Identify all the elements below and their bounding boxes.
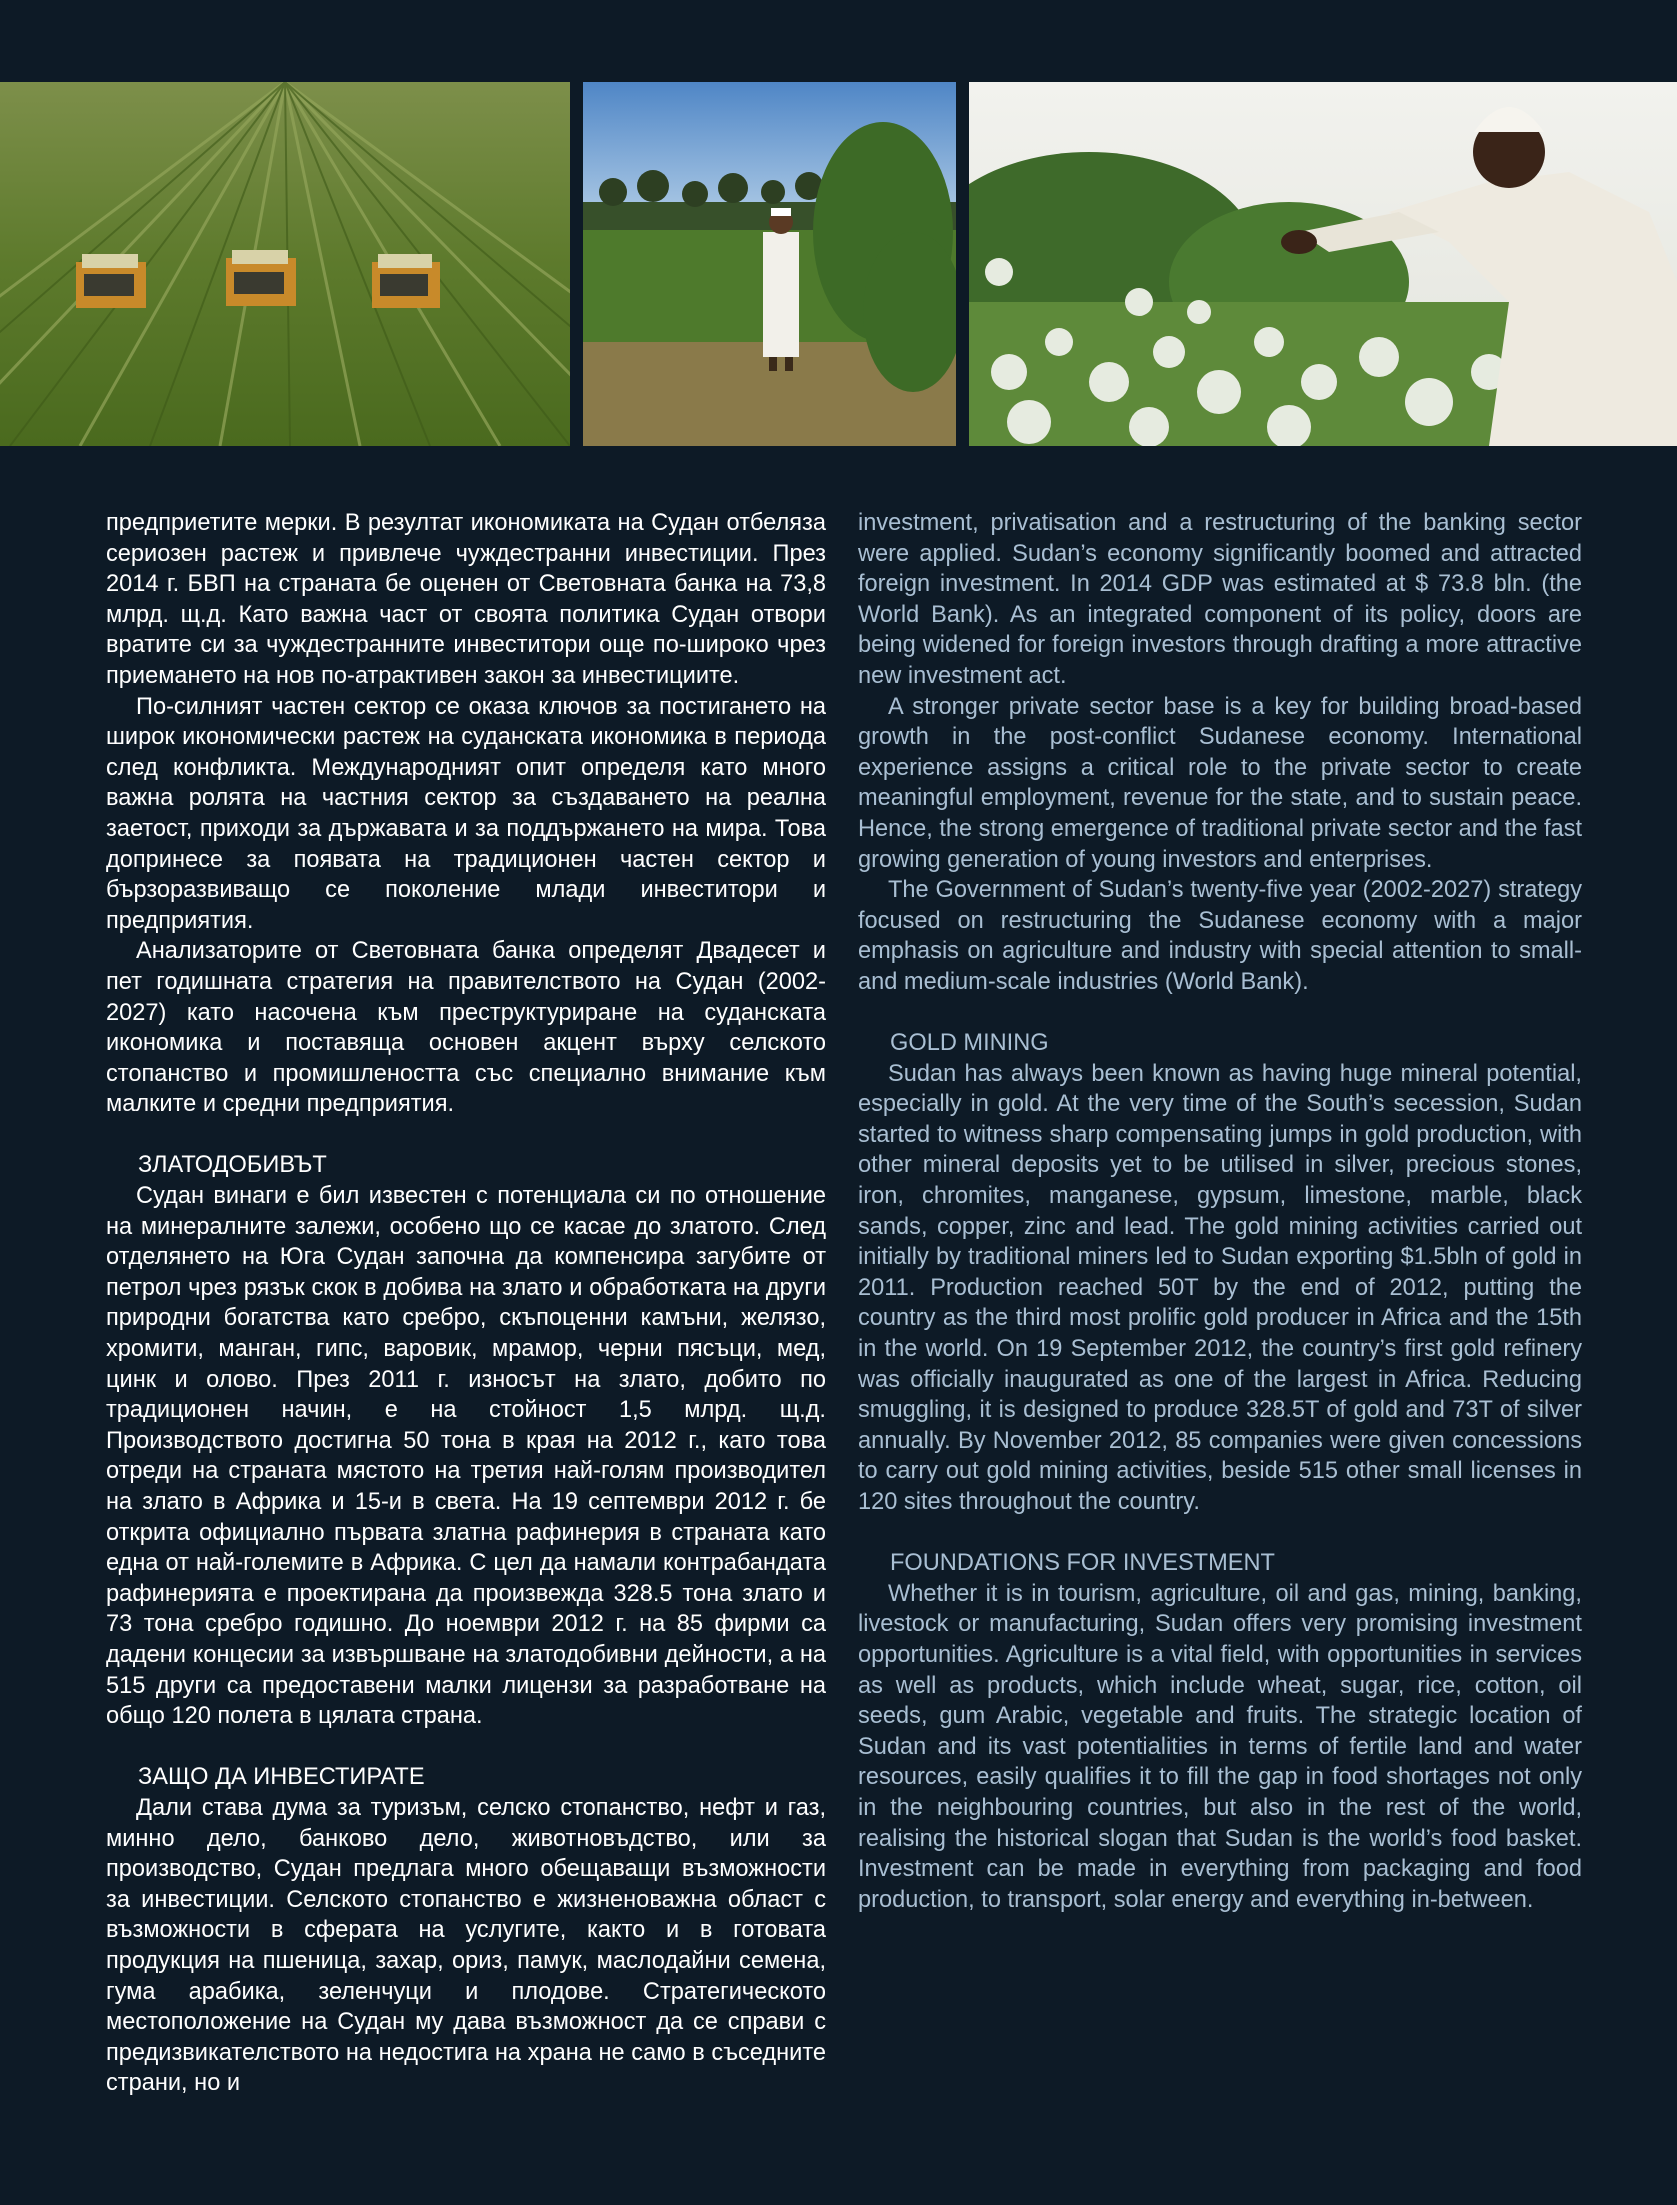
section-heading-gold: ЗЛАТОДОБИВЪТ (138, 1152, 327, 1179)
paragraph: Дали става дума за туризъм, селско стопанство, нефт и газ, минно дело, банково дело, животновъдство, или за производство, Судан предлага много обещаващи възможности за инвестиции. Селското стопанство е жизненоважна област с възможности в сферата на услугите, както и в готовата продукция на пшеница, захар, ориз, памук, маслодайни семена, гума арабика, зеленчуци и плодове. Стратегическото местоположение на Судан му дава възможност да се справи с предизвикателството на недостига на храна не само в съседните страни, но и (106, 1794, 826, 2097)
paragraph: предприетите мерки. В резултат икономиката на Судан отбеляза сериозен растеж и привлече чуждестранни инвестиции. През 2014 г. БВП на страната бе оценен от Световната банка на 73,8 млрд. щ.д. Като важна част от своята политика Судан отвори вратите си за чуждестранните инвеститори още по-широко чрез приемането на нов по-атрактивен закон за инвестициите. (106, 510, 826, 689)
paragraph: investment, privatisation and a restructuring of the banking sector were applied. Sudan’s economy significantly boomed and attracted foreign investment. In 2014 GDP was estimated at $ 73.8 bln. (the World Bank). As an integrated component of its policy, doors are being widened for foreign investors through drafting a more attractive new investment act. (858, 510, 1582, 689)
paragraph: Анализаторите от Световната банка определят Двадесет и пет годишната стратегия на правителството на Судан (2002-2027) като насочена към преструктуриране на суданската икономика и поставяща основен акцент върху селското стопанство и промишлеността със специално внимание към малките и средни предприятия. (106, 938, 826, 1118)
photo-onion-field-farmer (969, 82, 1677, 446)
section-heading-invest: ЗАЩО ДА ИНВЕСТИРАТЕ (138, 1764, 425, 1791)
paragraph: A stronger private sector base is a key for building broad-based growth in the post-conflict Sudanese economy. International experience assigns a critical role to the private sector to create meaningful employment, revenue for the state, and to sustain peace. Hence, the strong emergence of traditional private sector and the fast growing generation of young investors and enterprises. (858, 693, 1582, 873)
paragraph: The Government of Sudan’s twenty-five year (2002-2027) strategy focused on restructuring the Sudanese economy with a major emphasis on agriculture and industry with special attention to small- and medium-scale industries (World Bank). (858, 877, 1582, 995)
paragraph: Whether it is in tourism, agriculture, oil and gas, mining, banking, livestock or manufacturing, Sudan offers very promising investment opportunities. Agriculture is a vital field, with opportunities in services as well as products, which include wheat, sugar, rice, cotton, oil seeds, gum Arabic, vegetable and fruits. The strategic location of Sudan and its vast potentialities in terms of fertile land and water resources, easily qualifies it to fill the gap in food shortages not only in the neighbouring countries, but also in the rest of the world, realising the historical slogan that Sudan is the world’s food basket. Investment can be made in everything from packaging and food production, to transport, solar energy and everything in-between. (858, 1580, 1582, 1913)
photo-farmer-palms (583, 82, 956, 446)
section-heading-gold: GOLD MINING (890, 1030, 1049, 1057)
section-heading-invest: FOUNDATIONS FOR INVESTMENT (890, 1550, 1275, 1577)
paragraph: По-силният частен сектор се оказа ключов за постигането на широк икономически растеж на суданската икономика в периода след конфликта. Международният опит определя като много важна ролята на частния сектор за създаването на реална заетост, приходи за държавата и за поддържането на мира. Това допринесе за появата на традиционен частен сектор и бързоразвиващо се поколение млади инвеститори и предприятия. (106, 693, 826, 934)
photo-harvesters-field (0, 82, 570, 446)
paragraph: Судан винаги е бил известен с потенциала си по отношение на минералните залежи, особено що се касае до златото. След отделянето на Юга Судан започна да компенсира загубите от петрол чрез рязък скок в добива на злато и обработката на други природни богатства като сребро, скъпоценни камъни, желязо, хромити, манган, гипс, варовик, мрамор, черни пясъци, мед, цинк и олово. През 2011 г. износът на злато, добито по традиционен начин, е на стойност 1,5 млрд. щ.д. Производството достигна 50 тона в края на 2012 г., като това отреди на страната мястото на третия най-голям производител на злато в Африка и 15-и в света. На 19 септември 2012 г. бе открита официално първата златна рафинерия в страната като една от най-големите в Африка. С цел да намали контрабандата рафинерията е проектирана да произвежда 328.5 тона злато и 73 тона сребро годишно. До ноември 2012 г. на 85 фирми са дадени концесии за извършване на златодобивни дейности, а на 515 други са предоставени малки лицензи за разработване на общо 120 полета в цялата страна. (106, 1183, 826, 1730)
text-column-english (858, 508, 1582, 1915)
text-column-bulgarian (106, 508, 826, 2099)
paragraph: Sudan has always been known as having huge mineral potential, especially in gold. At the very time of the South’s secession, Sudan started to witness sharp compensating jumps in gold production, with other mineral deposits yet to be utilised in silver, precious stones, iron, chromites, manganese, gypsum, limestone, marble, black sands, copper, zinc and lead. The gold mining activities carried out initially by traditional miners led to Sudan exporting $1.5bln of gold in 2011. Production reached 50T by the end of 2012, putting the country as the third most prolific gold producer in Africa and the 15th in the world. On 19 September 2012, the country’s first gold refinery was officially inaugurated as one of the largest in Africa. Reducing smuggling, it is designed to produce 328.5T of gold and 73T of silver annually. By November 2012, 85 companies were given concessions to carry out gold mining activities, beside 515 other small licenses in 120 sites throughout the country. (858, 1060, 1582, 1515)
